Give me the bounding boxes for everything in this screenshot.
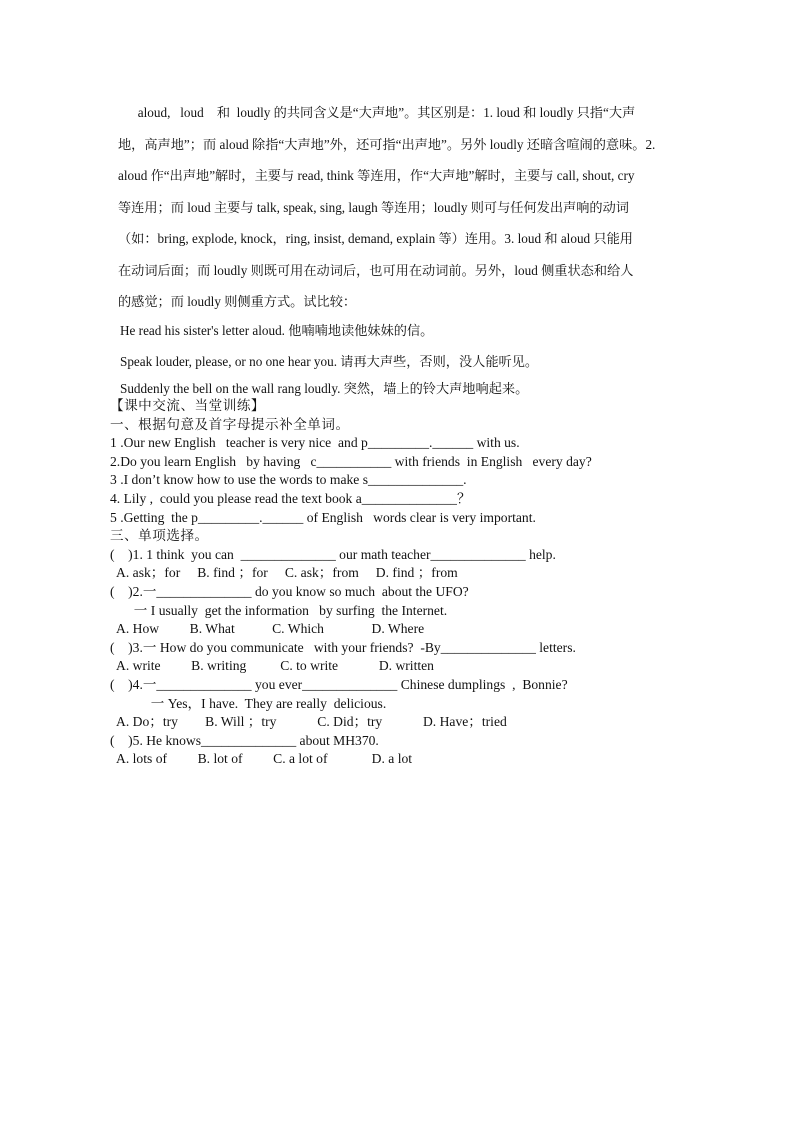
choice-options: A. How B. What C. Which D. Where: [110, 621, 425, 637]
explanation-line: 地，高声地”；而 aloud 除指“大声地”外，还可指“出声地”。另外 loudly 还暗含喧闹的意味。2.: [118, 136, 656, 152]
choice-question: ( )4.一______________ you ever______________ Chinese dumplings , Bonnie?: [110, 676, 568, 692]
explanation-line: aloud, loud 和 loudly 的共同含义是“大声地”。其区别是：1. loud 和 loudly 只指“大声: [118, 105, 636, 120]
section-heading: 【课中交流、当堂训练】: [110, 398, 266, 413]
explanation-line: 在动词后面；而 loudly 则既可用在动词后，也可用在动词前。另外，loud 侧重状态和给人: [118, 262, 634, 278]
fill-blank-question: 4. Lily , could you please read the text book a______________？: [110, 490, 471, 506]
fill-blank-question: 5 .Getting the p_________.______ of English words clear is very important.: [110, 509, 536, 525]
choice-options: A. ask；for B. find ；for C. ask；from D. find ；from: [110, 565, 458, 581]
explanation-line: 的感觉；而 loudly 则侧重方式。试比较：: [118, 294, 357, 309]
fill-blank-question: 1 .Our new English teacher is very nice and p_________.______ with us.: [110, 435, 520, 451]
example-sentence: Speak louder, please, or no one hear you. 请再大声些，否则，没人能听见。: [120, 354, 539, 369]
choice-options: A. Do；try B. Will ；try C. Did；try D. Have；tried: [110, 714, 507, 730]
dialogue-line: 一 I usually get the information by surfing the Internet.: [110, 602, 448, 618]
explanation-line: aloud 作“出声地”解时，主要与 read, think 等连用，作“大声地”解时，主要与 call, shout, cry: [118, 168, 635, 183]
example-sentence: He read his sister's letter aloud. 他喃喃地读他妹妹的信。: [120, 323, 434, 338]
choice-question: ( )1. 1 think you can ______________ our math teacher______________ help.: [110, 546, 556, 562]
fill-blank-question: 2.Do you learn English by having c___________ with friends in English every day?: [110, 453, 592, 469]
dialogue-line: 一 Yes，I have. They are really delicious.: [110, 695, 387, 711]
explanation-paragraph: [118, 97, 674, 318]
choice-question: ( )2.一______________ do you know so much about the UFO?: [110, 583, 469, 599]
explanation-line: 等连用；而 loud 主要与 talk, speak, sing, laugh 等连用；loudly 则可与任何发出声响的动词: [118, 199, 629, 215]
fill-blank-question: 3 .I don’t know how to use the words to make s______________.: [110, 472, 467, 488]
explanation-line: （如：bring, explode, knock，ring, insist, demand, explain 等）连用。3. loud 和 aloud 只能用: [118, 231, 633, 246]
choice-options: A. lots of B. lot of C. a lot of D. a lot: [110, 751, 413, 767]
choice-options: A. write B. writing C. to write D. written: [110, 658, 434, 674]
section-heading: 三、单项选择。: [110, 528, 209, 544]
choice-question: ( )5. He knows______________ about MH370.: [110, 732, 379, 748]
section-heading: 一、根据句意及首字母提示补全单词。: [110, 416, 350, 432]
exercise-section: [110, 397, 690, 769]
example-sentence: Suddenly the bell on the wall rang loudly. 突然，墙上的铃大声地响起来。: [120, 381, 529, 396]
choice-question: ( )3.一 How do you communicate with your friends? -By______________ letters.: [110, 639, 576, 655]
